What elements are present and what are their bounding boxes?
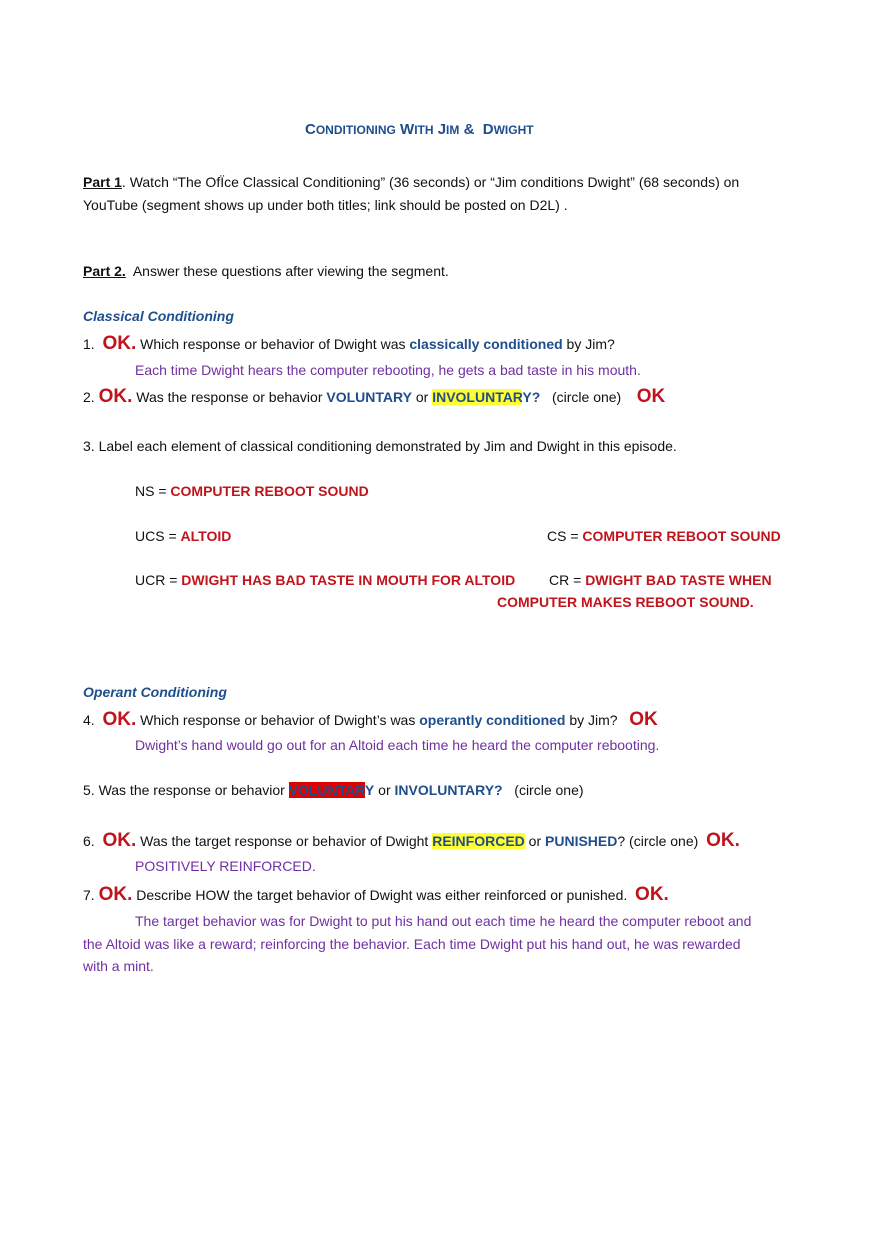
cr-row: CR = DWIGHT BAD TASTE WHEN [549,572,772,588]
part1-label: Part 1 [83,174,122,190]
cs-row: CS = COMPUTER REBOOT SOUND [547,528,781,544]
cr-row-cont: COMPUTER MAKES REBOOT SOUND. [497,594,754,610]
classical-heading: Classical Conditioning [83,308,234,324]
question-1: 1. OK. Which response or behavior of Dwight was classically conditioned by Jim? [83,333,615,354]
page-title: CONDITIONING WITH JIM & DWIGHT [305,121,534,138]
question-5: 5. Was the response or behavior VOLUNTARY or INVOLUNTARY? (circle one) [83,782,584,798]
part1-line1: Part 1. Watch “The OfÏce Classical Conditioning” (36 seconds) or “Jim conditions Dwight” (68 seconds) on [83,174,740,190]
part2-label: Part 2. [83,263,126,279]
answer-7-line1: The target behavior was for Dwight to put his hand out each time he heard the computer reboot and [135,913,752,929]
answer-6: POSITIVELY REINFORCED. [135,858,316,874]
question-4: 4. OK. Which response or behavior of Dwight’s was operantly conditioned by Jim? OK [83,709,658,730]
part1-line2: YouTube (segment shows up under both titles; link should be posted on D2L) . [83,197,568,213]
answer-4: Dwight’s hand would go out for an Altoid each time he heard the computer rebooting. [135,737,660,753]
operant-heading: Operant Conditioning [83,684,227,700]
answer-7-line2: the Altoid was like a reward; reinforcing the behavior. Each time Dwight put his hand out, he was rewarded [83,936,741,952]
part2-line: Part 2. Answer these questions after viewing the segment. [83,263,449,279]
ns-row: NS = COMPUTER REBOOT SOUND [135,483,369,499]
question-2: 2. OK. Was the response or behavior VOLUNTARY or INVOLUNTARY? (circle one) OK [83,386,666,407]
answer-7-line3: with a mint. [83,958,154,974]
question-3: 3. Label each element of classical conditioning demonstrated by Jim and Dwight in this episode. [83,438,677,454]
question-6: 6. OK. Was the target response or behavior of Dwight REINFORCED or PUNISHED? (circle one) OK. [83,830,740,851]
answer-1: Each time Dwight hears the computer rebooting, he gets a bad taste in his mouth. [135,362,641,378]
ucs-row: UCS = ALTOID [135,528,232,544]
question-7: 7. OK. Describe HOW the target behavior of Dwight was either reinforced or punished. OK. [83,884,669,905]
ucr-row: UCR = DWIGHT HAS BAD TASTE IN MOUTH FOR ALTOID [135,572,516,588]
